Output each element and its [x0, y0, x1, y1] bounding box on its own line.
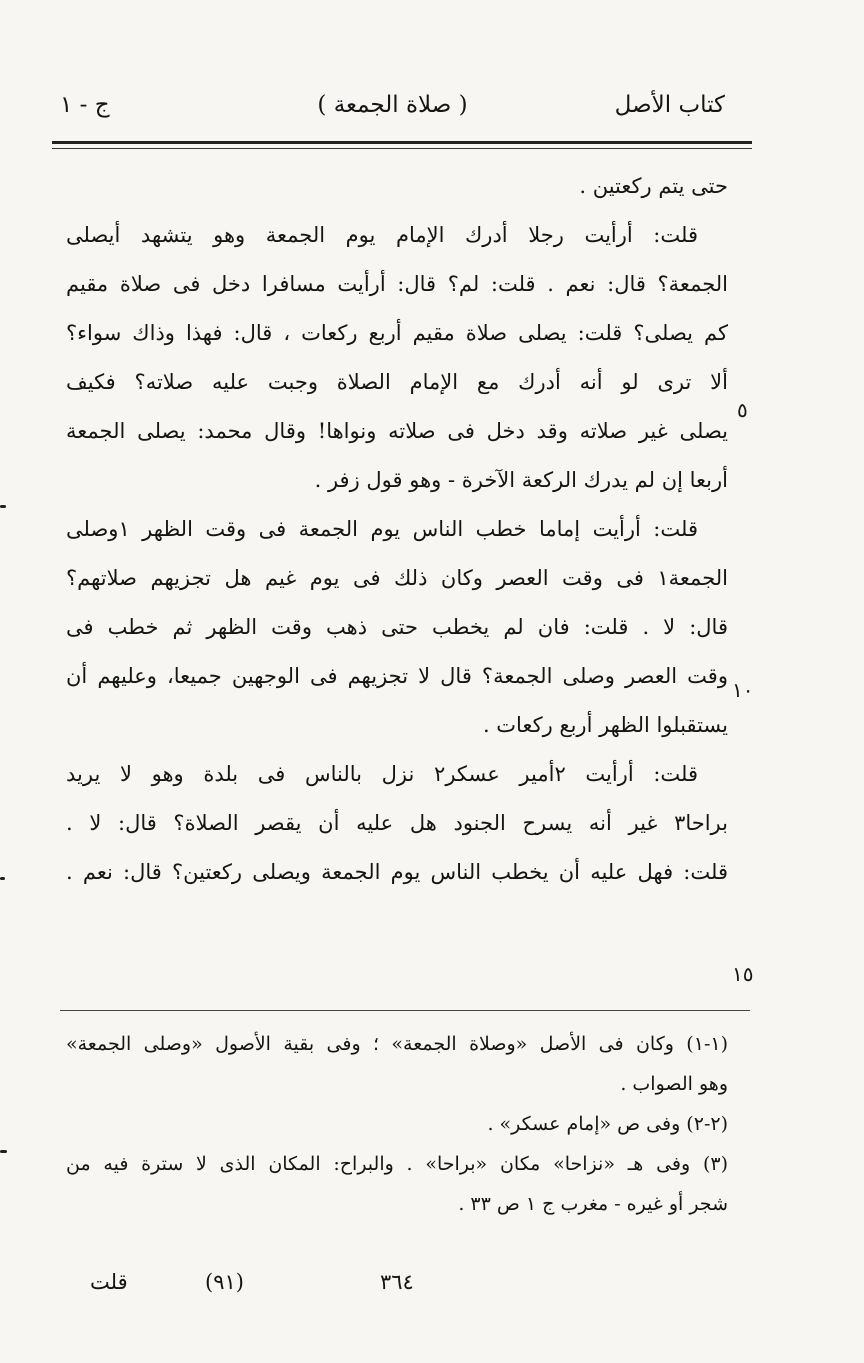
footnote-line: (٣) وفى هـ «نزاحا» مكان «براحا» . والبراح: المكان الذى لا سترة فيه من [66, 1153, 728, 1175]
line-number-15: ١٥ [732, 962, 754, 986]
footnote-line: شجر أو غيره - مغرب ج ١ ص ٣٣ . [458, 1193, 728, 1215]
scan-mark [0, 505, 6, 508]
scan-mark [0, 877, 5, 880]
footnotes [66, 1024, 728, 1224]
page-footer [60, 1270, 740, 1310]
volume-label: ج - ١ [60, 92, 110, 118]
page-number: ٣٦٤ [380, 1270, 414, 1294]
text-line: يصلى غير صلاته وقد دخل فى صلاته ونواها! وقال محمد: يصلى الجمعة [66, 419, 728, 443]
text-line: براحا٣ غير أنه يسرح الجنود هل عليه أن يقصر الصلاة؟ قال: لا . [66, 811, 728, 835]
text-line: قلت: أرأيت إماما خطب الناس يوم الجمعة فى وقت الظهر ١وصلى [66, 517, 698, 541]
header-rule-thin [52, 148, 752, 149]
text-line: قلت: أرأيت ٢أمير عسكر٢ نزل بالناس فى بلدة وهو لا يريد [66, 762, 698, 786]
text-line: قال: لا . قلت: فان لم يخطب حتى ذهب وقت الظهر ثم خطب فى [66, 615, 728, 639]
text-line: قلت: أرأيت رجلا أدرك الإمام يوم الجمعة وهو يتشهد أيصلى [66, 223, 698, 247]
text-line: ألا ترى لو أنه أدرك مع الإمام الصلاة وجبت عليه صلاته؟ فكيف [66, 370, 728, 394]
footnote-line: (١-١) وكان فى الأصل «وصلاة الجمعة» ؛ وفى بقية الأصول «وصلى الجمعة» [66, 1033, 728, 1055]
header-rule-thick [52, 141, 752, 144]
footnote-line: (٢-٢) وفى ص «إمام عسكر» . [487, 1113, 728, 1135]
line-number-5: ٥ [737, 398, 748, 422]
scan-mark [0, 1150, 7, 1153]
text-line: قلت: فهل عليه أن يخطب الناس يوم الجمعة ويصلى ركعتين؟ قال: نعم . [66, 860, 728, 884]
text-line: حتى يتم ركعتين . [579, 174, 728, 198]
text-line: كم يصلى؟ قلت: يصلى صلاة مقيم أربع ركعات ، قال: فهذا وذاك سواء؟ [66, 321, 728, 345]
chapter-title: ( صلاة الجمعة ) [317, 92, 468, 118]
footnote-rule [60, 1010, 750, 1011]
text-line: يستقبلوا الظهر أربع ركعات . [482, 713, 728, 737]
signature-mark: (٩١) [205, 1270, 244, 1294]
footnote-line: وهو الصواب . [620, 1073, 728, 1095]
catchword: قلت [90, 1270, 128, 1294]
text-line: وقت العصر وصلى الجمعة؟ قال لا تجزيهم فى الوجهين جميعا، وعليهم أن [66, 664, 728, 688]
book-title: كتاب الأصل [614, 92, 725, 118]
line-number-10: ١٠ [732, 678, 754, 702]
main-text [66, 162, 728, 897]
running-header [60, 92, 725, 136]
text-line: أربعا إن لم يدرك الركعة الآخرة - وهو قول زفر . [314, 468, 728, 492]
text-line: الجمعة١ فى وقت العصر وكان ذلك فى يوم غيم هل تجزيهم صلاتهم؟ [66, 566, 728, 590]
text-line: الجمعة؟ قال: نعم . قلت: لم؟ قال: أرأيت مسافرا دخل فى صلاة مقيم [66, 272, 728, 296]
